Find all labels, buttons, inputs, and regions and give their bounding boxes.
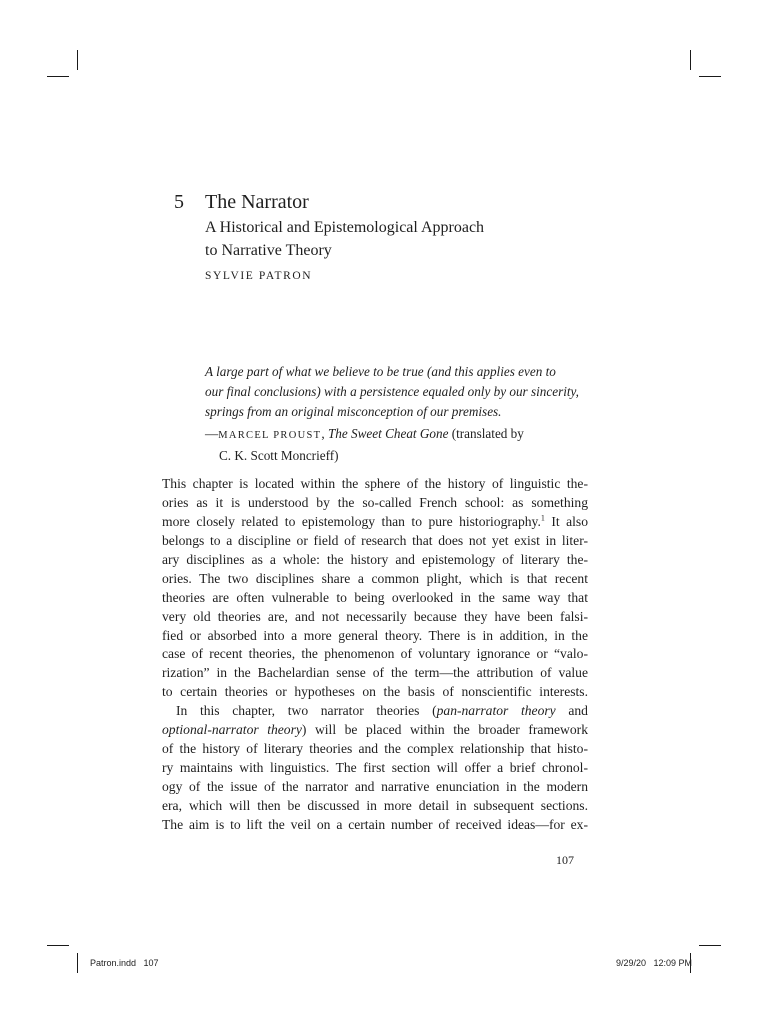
crop-mark-bottom-left-vertical [77, 953, 78, 973]
body-line: theories are often vulnerable to being overlooked in the same way that [162, 589, 588, 605]
slug-timestamp: 9/29/20 12:09 PM [616, 958, 693, 968]
subtitle-line: A Historical and Epistemological Approach [205, 219, 485, 236]
slug-file-name: Patron.indd 107 [90, 958, 159, 968]
page-number: 107 [556, 853, 574, 867]
body-line: The aim is to lift the veil on a certain number of received ideas—for ex- [162, 816, 588, 832]
body-line: ories. The two disciplines share a common plight, which is that recent [162, 570, 588, 586]
body-line: ogy of the issue of the narrator and narrative enunciation in the modern [162, 779, 588, 794]
body-line: fied or absorbed into a more general theory. There is in addition, in the [162, 627, 588, 643]
body-line: ary disciplines as a whole: the history and epistemology of literary the- [162, 551, 588, 567]
body-line-text: and [555, 703, 588, 719]
body-line-text: It also [544, 513, 589, 529]
body-line-text: ) will be placed within the broader framework [301, 722, 588, 738]
body-line: belongs to a discipline or field of research that does not yet exist in liter- [162, 532, 588, 548]
body-line: rization” in the Bachelardian sense of the term—the attribution of value [162, 665, 588, 681]
body-line [162, 513, 588, 532]
attribution-note: (translated by [448, 426, 524, 441]
body-line-italic: optional-narrator theory [162, 722, 302, 738]
attribution-translator: C. K. Scott Moncrieff) [219, 448, 339, 463]
body-line: to certain theories or hypotheses on the basis of nonscientific interests. [162, 684, 588, 700]
crop-mark-top-left-vertical [77, 50, 78, 70]
epigraph-attribution [205, 424, 605, 446]
chapter-subtitle [205, 217, 585, 262]
body-line [162, 702, 588, 721]
crop-mark-bottom-left-horizontal [47, 945, 69, 946]
body-line: ories as it is understood by the so-called French school: as something [162, 494, 588, 510]
crop-mark-top-right-horizontal [699, 76, 721, 77]
epigraph [205, 362, 605, 466]
subtitle-line: to Narrative Theory [205, 241, 332, 259]
chapter-author: SYLVIE PATRON [205, 270, 313, 282]
body-line: era, which will then be discussed in more detail in subsequent sections. [162, 797, 588, 813]
body-line [162, 721, 588, 740]
epigraph-line: our final conclusions) with a persistence equaled only by our sincerity, [205, 384, 579, 399]
chapter-title: The Narrator [205, 191, 309, 213]
body-line-text: In this chapter, two narrator theories ( [176, 703, 437, 719]
body-line-italic: pan-narrator theory [436, 703, 556, 719]
epigraph-line: springs from an original misconception of our premises. [205, 404, 502, 419]
attribution-author: MARCEL PROUST [218, 430, 322, 441]
body-line: very old theories are, and not necessarily because they have been falsi- [162, 608, 588, 624]
body-line: This chapter is located within the sphere of the history of linguistic the- [162, 476, 588, 491]
crop-mark-top-right-vertical [690, 50, 691, 70]
epigraph-line: A large part of what we believe to be true (and this applies even to [205, 364, 556, 379]
body-line: case of recent theories, the phenomenon of voluntary ignorance or “valo- [162, 646, 588, 662]
footnote-reference[interactable]: 1 [540, 513, 545, 523]
attribution-dash: — [205, 426, 219, 441]
body-text [162, 475, 588, 835]
crop-mark-bottom-right-horizontal [699, 945, 721, 946]
body-line: of the history of literary theories and the complex relationship that histo- [162, 741, 588, 757]
chapter-number: 5 [174, 191, 184, 213]
attribution-comma: , [321, 426, 328, 441]
crop-mark-top-left-horizontal [47, 76, 69, 77]
body-line-text: more closely related to epistemology than to pure historiography. [162, 513, 541, 529]
attribution-work: The Sweet Cheat Gone [327, 426, 449, 441]
body-line: ry maintains with linguistics. The first section will offer a brief chronol- [162, 760, 588, 776]
